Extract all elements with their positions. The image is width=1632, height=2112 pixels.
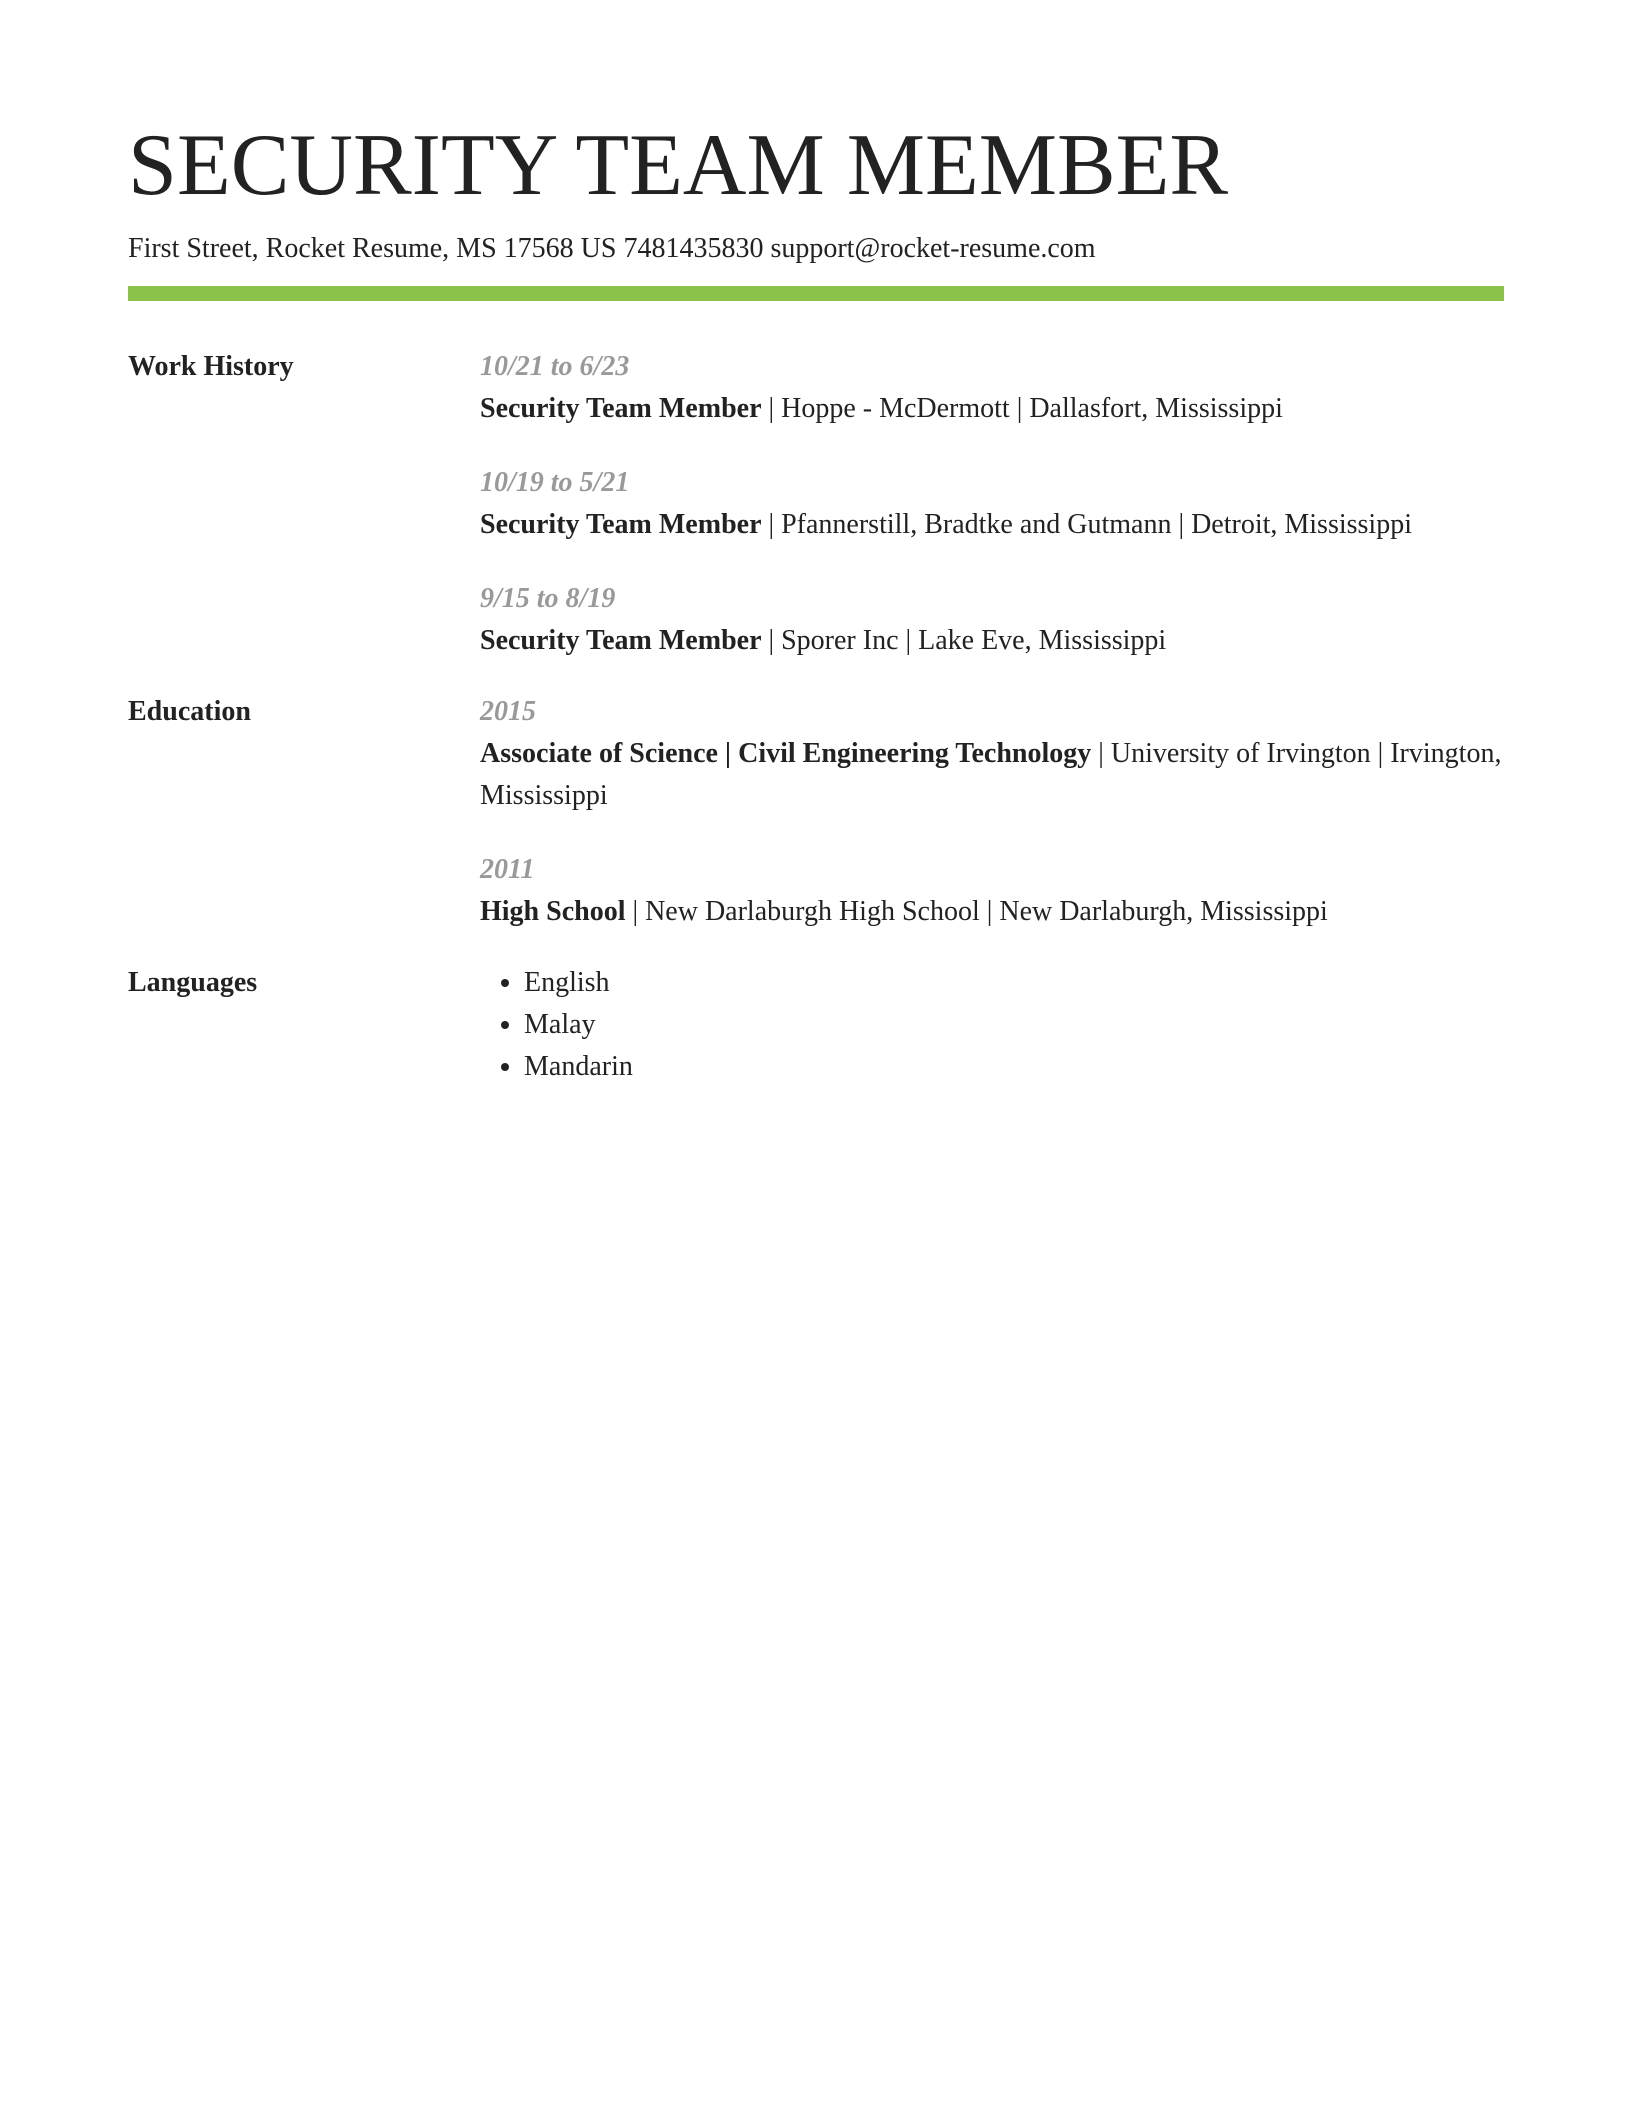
work-entry-date: 10/19 to 5/21 — [480, 467, 630, 498]
section-label-languages: Languages — [128, 967, 258, 998]
education-entry-details: | University of Irvington | Irvington, Mississippi — [480, 738, 1502, 811]
work-history-entries — [480, 346, 1504, 662]
work-entry — [480, 462, 1504, 546]
contact-address: First Street, Rocket Resume, MS 17568 US — [128, 233, 617, 264]
section-label-education: Education — [128, 696, 251, 727]
work-entry-line — [480, 620, 1504, 662]
work-entry-role: Security Team Member — [480, 393, 762, 424]
work-entry-date: 10/21 to 6/23 — [480, 351, 630, 382]
education-entry — [480, 691, 1504, 817]
education-entry — [480, 849, 1504, 933]
languages-list — [480, 962, 1504, 1088]
work-entry-details: | Pfannerstill, Bradtke and Gutmann | Detroit, Mississippi — [761, 509, 1412, 540]
work-entry-date: 9/15 to 8/19 — [480, 583, 616, 614]
list-item: • English — [524, 962, 1504, 1004]
list-item: • Malay — [524, 1004, 1504, 1046]
education-entry-details: | New Darlaburgh High School | New Darlaburgh, Mississippi — [625, 896, 1328, 927]
work-entry-details: | Sporer Inc | Lake Eve, Mississippi — [761, 625, 1167, 656]
education-entries — [480, 691, 1504, 933]
education-entry-line — [480, 891, 1504, 933]
work-entry-details: | Hoppe - McDermott | Dallasfort, Mississippi — [761, 393, 1283, 424]
contact-email: support@rocket-resume.com — [770, 233, 1096, 264]
languages-entries — [480, 962, 1504, 1088]
education-entry-date: 2015 — [480, 696, 536, 727]
section-label-work-history: Work History — [128, 351, 294, 382]
contact-phone: 7481435830 — [623, 233, 764, 264]
work-entry-line — [480, 388, 1504, 430]
page-title: SECURITY TEAM MEMBER — [128, 117, 1229, 214]
education-entry-date: 2011 — [480, 854, 535, 885]
work-entry-role: Security Team Member — [480, 625, 762, 656]
work-entry — [480, 578, 1504, 662]
contact-line — [128, 232, 1096, 266]
header-accent-bar — [128, 286, 1504, 301]
education-entry-line — [480, 733, 1504, 817]
work-entry-role: Security Team Member — [480, 509, 762, 540]
education-entry-degree: High School — [480, 896, 626, 927]
work-entry-line — [480, 504, 1504, 546]
work-entry — [480, 346, 1504, 430]
list-item: • Mandarin — [524, 1046, 1504, 1088]
education-entry-degree: Associate of Science | Civil Engineering Technology — [480, 738, 1092, 769]
